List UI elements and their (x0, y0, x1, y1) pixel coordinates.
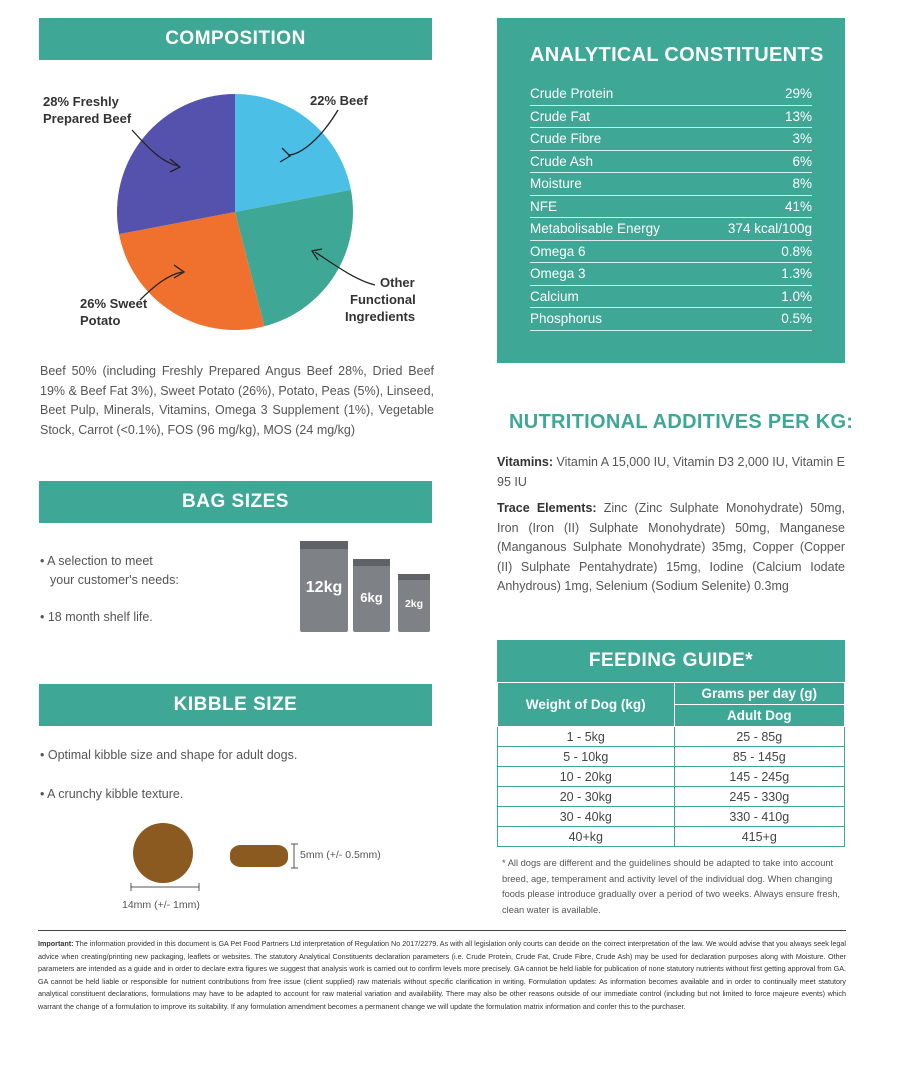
row-value: 8% (792, 176, 812, 191)
trace-elements-label: Trace Elements: (497, 501, 597, 515)
vitamins-paragraph (497, 453, 845, 492)
weight-cell: 1 - 5kg (498, 727, 675, 747)
footer-divider (38, 930, 846, 931)
grams-cell: 85 - 145g (674, 747, 844, 767)
feeding-guide-table (497, 682, 845, 847)
table-row (498, 767, 845, 787)
weight-cell: 40+kg (498, 827, 675, 847)
analytical-row (530, 196, 812, 219)
row-value: 6% (792, 153, 812, 169)
footer-disclaimer (38, 938, 846, 1013)
composition-title: COMPOSITION (39, 18, 432, 60)
adult-dog-header: Adult Dog (674, 705, 844, 727)
analytical-row (530, 308, 812, 331)
bag-2kg-label: 2kg (404, 598, 424, 610)
label-fresh-beef-line1: 28% Freshly (43, 94, 119, 109)
row-value: 13% (784, 108, 812, 124)
trace-elements-text: Zinc (Zinc Sulphate Monohydrate) 50mg, Iron (Iron (II) Sulphate Monohydrate) 50mg, Manganese (Manganous Sulphate Monohydrate) 35mg, Copper (Copper (II) Sulphate Pentahydrate) 15mg, Iodine (Calcium Iodate Anhydrous) 1mg, Selenium (Sodium Selenite) 0.3mg (497, 501, 845, 593)
grams-cell: 330 - 410g (674, 807, 844, 827)
row-name: Moisture (530, 176, 582, 191)
feeding-note: * All dogs are different and the guidelines should be adapted to take into account breed, age, temperament and activity level of the individual dog. When changing foods please introduce gradually over a period of two weeks. Always ensure fresh, clean water is available. (502, 858, 840, 915)
row-value: 1.0% (781, 288, 812, 304)
grams-cell: 245 - 330g (674, 787, 844, 807)
label-sweet-line1: 26% Sweet (80, 296, 148, 311)
grams-header: Grams per day (g) (674, 683, 844, 705)
analytical-row (530, 128, 812, 151)
row-name: Omega 6 (530, 243, 586, 259)
kibble-bullet-2: • A crunchy kibble texture. (40, 787, 184, 801)
weight-cell: 30 - 40kg (498, 807, 675, 827)
kibble-side-view-icon (230, 845, 288, 867)
row-name: Crude Fibre (530, 131, 602, 146)
analytical-row (530, 83, 812, 106)
analytical-title: ANALYTICAL CONSTITUENTS (530, 44, 824, 66)
footer-body: The information provided in this document is GA Pet Food Partners Ltd interpretation of Regulation No 2017/2279. As with all legislation only courts can decide on the correct interpretation of the law. We would advise that you always seek legal advice when creating/printing new packaging, leaflets or websites. The statutory Analytical Constituents declaration parameters (i.e. Crude Protein, Crude Fat, Crude Fibre, Crude Ash) may be used for declaration purposes along with Moisture. Other parameters are intended as a guide and in order to declare extra figures we suggest that analysis work is carried out to confirm levels more precisely. GA cannot be held liable for publication of none statutory nutrients without first getting approval from GA. GA cannot be held liable or responsible for nutrient contributions from free issue (client supplied) raw materials without specific clarification in writing. Formulation updates: As information becomes available and in order to continually meet statutory analytical constituent declarations, formulations may have to be adapted to account for raw material variation and availability. There may also be other reasons outside of our immediate control (including but not limited to force majeure events) which warrant the change of a formulation to improve its suitability. If any formulation amendment becomes a permanent change we will update the formulation matrix information and confer this to the purchaser. (38, 939, 846, 1011)
row-name: Omega 3 (530, 266, 586, 281)
bag-sizes-title: BAG SIZES (39, 481, 432, 523)
row-name: NFE (530, 198, 557, 214)
row-value: 0.8% (781, 243, 812, 259)
pie-slice-3 (117, 94, 235, 234)
row-value: 1.3% (781, 266, 812, 281)
table-row (498, 747, 845, 767)
bag-12kg-label: 12kg (305, 579, 343, 596)
kibble-bullet-1: • Optimal kibble size and shape for adult dogs. (40, 748, 298, 762)
row-name: Crude Fat (530, 108, 591, 124)
analytical-row (530, 286, 812, 309)
row-name: Metabolisable Energy (530, 221, 660, 236)
bag-bullet-1-line2: your customer's needs: (50, 573, 179, 587)
analytical-row (530, 151, 812, 174)
composition-text: Beef 50% (including Freshly Prepared Angus Beef 28%, Dried Beef 19% & Beef Fat 3%), Sweet Potato (26%), Potato, Peas (5%), Linseed, Beet Pulp, Minerals, Vitamins, Omega 3 Supplement (1%), Vegetable Stock, Carrot (<0.1%), FOS (96 mg/kg), MOS (24 mg/kg) (40, 364, 434, 437)
weight-cell: 10 - 20kg (498, 767, 675, 787)
row-value: 374 kcal/100g (727, 221, 812, 236)
kibble-size-title: KIBBLE SIZE (39, 684, 432, 726)
row-value: 41% (784, 198, 812, 214)
table-row (498, 787, 845, 807)
feeding-guide-title: FEEDING GUIDE* (497, 640, 845, 682)
label-other-line3: Ingredients (345, 309, 416, 324)
footer-label: Important: (38, 939, 74, 948)
table-row (498, 807, 845, 827)
row-name: Phosphorus (530, 311, 603, 326)
row-name: Crude Ash (530, 153, 594, 169)
grams-cell: 145 - 245g (674, 767, 844, 787)
bag-2kg-icon (398, 574, 430, 632)
table-row (498, 827, 845, 847)
label-beef: 22% Beef (310, 93, 368, 108)
analytical-row (530, 173, 812, 196)
nutritional-additives-title: NUTRITIONAL ADDITIVES PER KG: (509, 411, 854, 433)
bag-bullet-1-line1: • A selection to meet (40, 554, 153, 568)
vitamins-label: Vitamins: (497, 455, 554, 469)
trace-elements-paragraph (497, 499, 845, 597)
diameter-marker-icon (125, 880, 205, 894)
label-sweet-line2: Potato (80, 313, 121, 328)
kibble-diameter: 14mm (+/- 1mm) (122, 899, 200, 911)
bag-6kg-label: 6kg (360, 590, 383, 605)
thickness-marker-icon (290, 842, 300, 870)
grams-cell: 415+g (674, 827, 844, 847)
weight-cell: 5 - 10kg (498, 747, 675, 767)
row-value: 0.5% (781, 311, 812, 326)
analytical-table (530, 83, 812, 331)
analytical-row (530, 106, 812, 129)
bag-bullet-2: • 18 month shelf life. (40, 610, 153, 624)
kibble-top-view-icon (133, 823, 193, 883)
weight-header: Weight of Dog (kg) (498, 683, 675, 727)
bag-12kg-icon (300, 541, 348, 632)
weight-cell: 20 - 30kg (498, 787, 675, 807)
label-other-line2: Functional (350, 292, 416, 307)
kibble-thickness: 5mm (+/- 0.5mm) (300, 849, 381, 861)
row-value: 29% (784, 86, 812, 101)
composition-pie-chart (116, 93, 354, 331)
table-row (498, 727, 845, 747)
vitamins-text: Vitamin A 15,000 IU, Vitamin D3 2,000 IU, Vitamin E 95 IU (497, 455, 845, 489)
row-name: Crude Protein (530, 86, 614, 101)
row-value: 3% (792, 131, 812, 146)
analytical-row (530, 241, 812, 264)
row-name: Calcium (530, 288, 579, 304)
label-fresh-beef-line2: Prepared Beef (43, 111, 132, 126)
label-other-line1: Other (380, 275, 415, 290)
analytical-row (530, 218, 812, 241)
analytical-row (530, 263, 812, 286)
grams-cell: 25 - 85g (674, 727, 844, 747)
bag-6kg-icon (353, 559, 390, 632)
